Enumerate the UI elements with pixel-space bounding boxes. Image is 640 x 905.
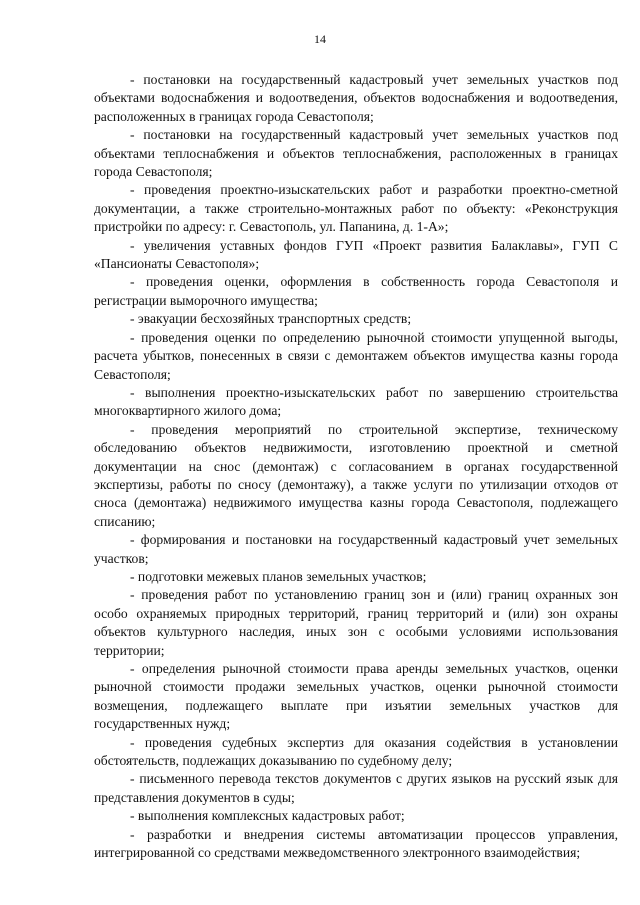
list-paragraph: - проведения оценки, оформления в собственность города Севастополя и регистрации выморочного имущества; [94,274,618,308]
list-paragraph: - выполнения комплексных кадастровых работ; [130,808,405,824]
list-paragraph: - увеличения уставных фондов ГУП «Проект развития Балаклавы», ГУП С «Пансионаты Севастополя»; [94,237,618,272]
page-number: 14 [314,32,326,46]
list-paragraph: - проведения работ по установлению границ зон и (или) границ охранных зон особо охраняемых природных территорий, границ территорий и (или) зон охраны объектов культурного наследия, иных зон с особыми условиями использования территории; [94,587,618,658]
list-paragraph: - подготовки межевых планов земельных участков; [130,568,427,584]
list-paragraph: - определения рыночной стоимости права аренды земельных участков, оценки рыночной стоимости продажи земельных участков, оценки рыночной стоимости возмещения, подлежащего выплате при изъятии земельных участков для государственных нужд; [94,661,618,732]
list-paragraph: - выполнения проектно-изыскательских работ по завершению строительства многоквартирного жилого дома; [94,384,618,419]
list-paragraph: - проведения проектно-изыскательских работ и разработки проектно-сметной документации, а также строительно-монтажных работ по объекту: «Реконструкция пристройки по адресу: г. Севастополь, ул. Папанина, д. 1-А»; [94,182,618,235]
list-paragraph: - проведения мероприятий по строительной экспертизе, техническому обследованию объектов недвижимости, изготовлению проектной и сметной документации на снос (демонтаж) с согласованием в органах государственной экспертизы, работы по сносу (демонтажу), а также услуги по утилизации отходов от сноса (демонтажа) недвижимого имущества казны города Севастополя, подлежащего списанию; [94,421,618,529]
list-paragraph: - проведения судебных экспертиз для оказания содействия в установлении обстоятельств, подлежащих доказыванию по судебному делу; [94,734,618,769]
list-paragraph: - постановки на государственный кадастровый учет земельных участков под объектами водоснабжения и водоотведения, объектов водоснабжения и водоотведения, расположенных в границах города Севастополя; [94,72,618,124]
list-paragraph: - проведения оценки по определению рыночной стоимости упущенной выгоды, расчета убытков, понесенных в связи с демонтажем объектов имущества казны города Севастополя; [94,329,618,382]
document-body [94,71,618,862]
list-paragraph: - формирования и постановки на государственный кадастровый учет земельных участков; [94,532,618,566]
list-paragraph: - письменного перевода текстов документов с других языков на русский язык для представления документов в суды; [94,771,618,805]
list-paragraph: - постановки на государственный кадастровый учет земельных участков под объектами теплоснабжения и объектов теплоснабжения, расположенных в границах города Севастополя; [94,127,618,180]
list-paragraph: - эвакуации бесхозяйных транспортных средств; [130,311,412,327]
list-paragraph: - разработки и внедрения системы автоматизации процессов управления, интегрированной со средствами межведомственного электронного взаимодействия; [94,826,618,861]
